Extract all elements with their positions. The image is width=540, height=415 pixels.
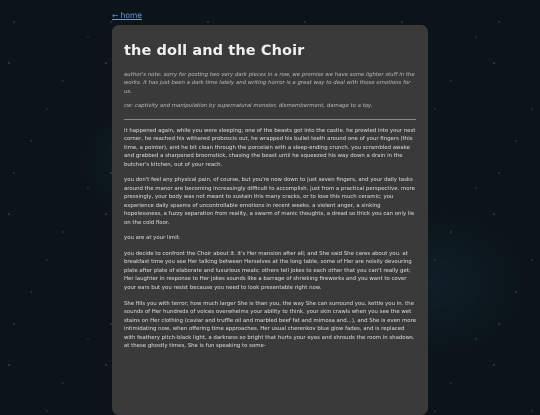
paragraph: you don't feel any physical pain, of course, but you're now down to just seven fingers, and your daily tasks around the manor are becoming increasingly difficult to accomplish. just from a practical perspective. more pressingly, your body was not meant to sustain this many cracks, or to lose this much ceramic; you experience daily spasms of uncontrollable emotions in recent weeks. a violent anger, a sinking hopelessness, a fuzzy separation from reality, a swarm of manic thoughts, a dread so thick you can only lie on the cold floor. (124, 177, 415, 226)
author-note: author's note: sorry for posting two very dark pieces in a row, we promise we have some lighter stuff in the works. it has just been a dark time lately and writing horror is a great way to deal with those emotions for us. (124, 72, 415, 95)
paragraph: She fills you with terror; how much larger She is than you, the way She can surround you, kettle you in. the sounds of Her hundreds of voices overwhelms your ability to think. your skin crawls when you see the wet stains on Her clothing (caviar and truffle oil and marbled beef fat and mimosa and...), and She is even more intimidating now, when offering time approaches. Her usual cherenkov blue glow fades, and is replaced with feathery pitch-black light, a darkness so bright that hurts your eyes and shrouds the room in shadows. at these ghostly times, She is fun speaking to some- (124, 300, 417, 350)
divider (124, 119, 416, 120)
paragraph: it happened again, while you were sleeping; one of the beasts got into the castle. he prowled into your nest corner, he reached his withered proboscis out, he wrapped his bullet teeth around one of your fingers (this time, a pointer), and he bit clean through the porcelain with a sleep-ending crunch. you scrambled awake and grabbed a sharpened broomstick, chasing the beast until he squeezed his way down a drain in the butcher's kitchen, out of your reach. (124, 127, 416, 168)
paragraph: you are at your limit. (124, 235, 181, 242)
content-warning: cw: captivity and manipulation by supernatural monster, dismemberment, damage to a toy. (124, 103, 373, 110)
post-title: the doll and the Choir (124, 43, 305, 59)
post-card (112, 25, 428, 415)
home-link[interactable]: ← home (112, 11, 142, 20)
paragraph: you decide to confront the Choir about it. it's Her mansion after all; and She said She cares about you. at breakfast time you see Her talking between Herselves at the long table, some of Her are noisily devouring plate after plate of elaborate and luxurious meals; others tell jokes to each other that you can't really get; Her laughter in response to Her jokes sounds like a barrage of shrieking fireworks and you want to cover your ears but you resist because you need to look presentable right now. (124, 250, 412, 291)
